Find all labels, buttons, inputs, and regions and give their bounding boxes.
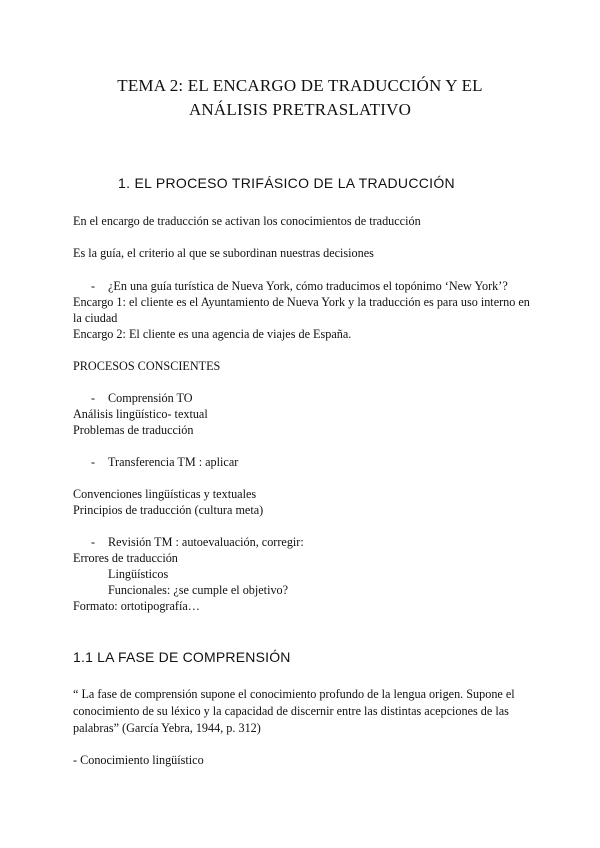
problemas-traduccion: Problemas de traducción — [73, 423, 194, 437]
encargo-2: Encargo 2: El cliente es una agencia de viajes de España. — [73, 327, 352, 341]
section-1-heading: 1. EL PROCESO TRIFÁSICO DE LA TRADUCCIÓN — [118, 175, 455, 191]
title-line-1: TEMA 2: EL ENCARGO DE TRADUCCIÓN Y EL — [117, 76, 483, 95]
principios: Principios de traducción (cultura meta) — [73, 503, 264, 517]
bullet-new-york: ¿En una guía turística de Nueva York, cómo traducimos el topónimo ‘New York’? — [108, 279, 508, 293]
procesos-conscientes: PROCESOS CONSCIENTES — [73, 359, 221, 373]
bullet-revision: Revisión TM : autoevaluación, corregir: — [108, 535, 304, 549]
errores-traduccion: Errores de traducción — [73, 551, 178, 565]
bullet-dash: - — [91, 455, 96, 469]
paragraph-encargo: En el encargo de traducción se activan los conocimientos de traducción — [73, 214, 421, 228]
title-line-2: ANÁLISIS PRETRASLATIVO — [188, 100, 412, 119]
conocimiento-linguistico: - Conocimiento lingüístico — [73, 753, 204, 767]
bullet-comprension: Comprensión TO — [108, 391, 193, 405]
errores-funcionales: Funcionales: ¿se cumple el objetivo? — [108, 583, 289, 597]
formato: Formato: ortotipografía… — [73, 599, 200, 613]
convenciones: Convenciones lingüísticas y textuales — [73, 487, 257, 501]
bullet-dash: - — [91, 279, 96, 293]
document-title — [60, 74, 540, 122]
paragraph-guia: Es la guía, el criterio al que se subordinan nuestras decisiones — [73, 246, 374, 260]
encargo-1-line-2: la ciudad — [73, 311, 118, 325]
bullet-transferencia: Transferencia TM : aplicar — [108, 455, 239, 469]
analisis-linguistico: Análisis lingüístico- textual — [73, 407, 208, 421]
bullet-dash: - — [91, 391, 96, 405]
errores-linguisticos: Lingüísticos — [108, 567, 169, 581]
encargo-1-line-1: Encargo 1: el cliente es el Ayuntamiento de Nueva York y la traducción es para uso interno en — [73, 295, 530, 309]
quote-garcia-yebra: “ La fase de comprensión supone el conocimiento profundo de la lengua origen. Supone el conocimiento de su léxico y la capacidad de discernir entre las distintas acepciones de las palabras” (García Yebra, 1944, p. 312) — [73, 687, 515, 735]
section-1-1-heading: 1.1 LA FASE DE COMPRENSIÓN — [73, 649, 291, 665]
bullet-dash: - — [91, 535, 96, 549]
